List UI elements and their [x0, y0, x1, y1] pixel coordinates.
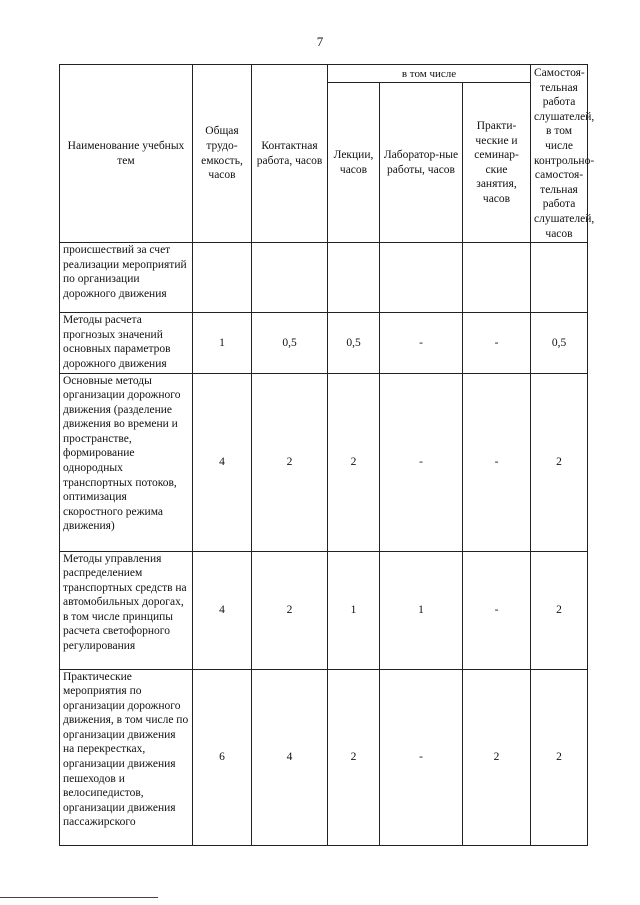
topic-cell: Методы расчета прогнозых значений основных параметров дорожного движения — [60, 313, 193, 373]
table-row — [60, 373, 588, 551]
contact-cell — [252, 243, 328, 313]
header-lectures: Лекции, часов — [328, 83, 380, 243]
total-cell — [193, 243, 252, 313]
total-cell: 4 — [193, 551, 252, 669]
practice-cell: - — [463, 313, 531, 373]
header-name: Наименование учебных тем — [60, 65, 193, 243]
curriculum-table — [59, 64, 595, 846]
header-row — [60, 65, 588, 83]
self-cell: 0,5 — [531, 313, 588, 373]
table-row — [60, 551, 588, 669]
topic-cell: Практические мероприятия по организации дорожного движения, в том числе по организации движения на перекрестках, организации движения пешеходов и велосипедистов, организации движения пассажирского — [60, 669, 193, 845]
lectures-cell: 0,5 — [328, 313, 380, 373]
lectures-cell: 2 — [328, 373, 380, 551]
table-row — [60, 243, 588, 313]
self-cell: 2 — [531, 669, 588, 845]
practice-cell: - — [463, 373, 531, 551]
labs-cell: - — [380, 669, 463, 845]
practice-cell: - — [463, 551, 531, 669]
topic-cell: происшествий за счет реализации мероприятий по организации дорожного движения — [60, 243, 193, 313]
labs-cell: - — [380, 313, 463, 373]
contact-cell: 2 — [252, 551, 328, 669]
header-total: Общая трудо-емкость, часов — [193, 65, 252, 243]
page-number: 7 — [316, 34, 324, 49]
total-cell: 4 — [193, 373, 252, 551]
header-including: в том числе — [328, 65, 531, 83]
labs-cell: 1 — [380, 551, 463, 669]
labs-cell — [380, 243, 463, 313]
footnote-rule — [0, 897, 158, 898]
lectures-cell — [328, 243, 380, 313]
self-cell — [531, 243, 588, 313]
self-cell: 2 — [531, 551, 588, 669]
header-practice: Практи-ческие и семинар-ские занятия, часов — [463, 83, 531, 243]
total-cell: 6 — [193, 669, 252, 845]
contact-cell: 2 — [252, 373, 328, 551]
practice-cell: 2 — [463, 669, 531, 845]
header-self: Самостоя-тельная работа слушателей, в том числе контрольно-самостоя-тельная работа слушателей, часов — [531, 65, 588, 243]
self-cell: 2 — [531, 373, 588, 551]
practice-cell — [463, 243, 531, 313]
table-row — [60, 669, 588, 845]
table-row — [60, 313, 588, 373]
header-contact: Контактная работа, часов — [252, 65, 328, 243]
lectures-cell: 1 — [328, 551, 380, 669]
contact-cell: 4 — [252, 669, 328, 845]
contact-cell: 0,5 — [252, 313, 328, 373]
topic-cell: Основные методы организации дорожного движения (разделение движения во времени и пространстве, формирование однородных транспортных потоков, оптимизация скоростного режима движения) — [60, 373, 193, 551]
total-cell: 1 — [193, 313, 252, 373]
header-labs: Лаборатор-ные работы, часов — [380, 83, 463, 243]
topic-cell: Методы управления распределением транспортных средств на автомобильных дорогах, в том числе принципы расчета светофорного регулирования — [60, 551, 193, 669]
labs-cell: - — [380, 373, 463, 551]
lectures-cell: 2 — [328, 669, 380, 845]
